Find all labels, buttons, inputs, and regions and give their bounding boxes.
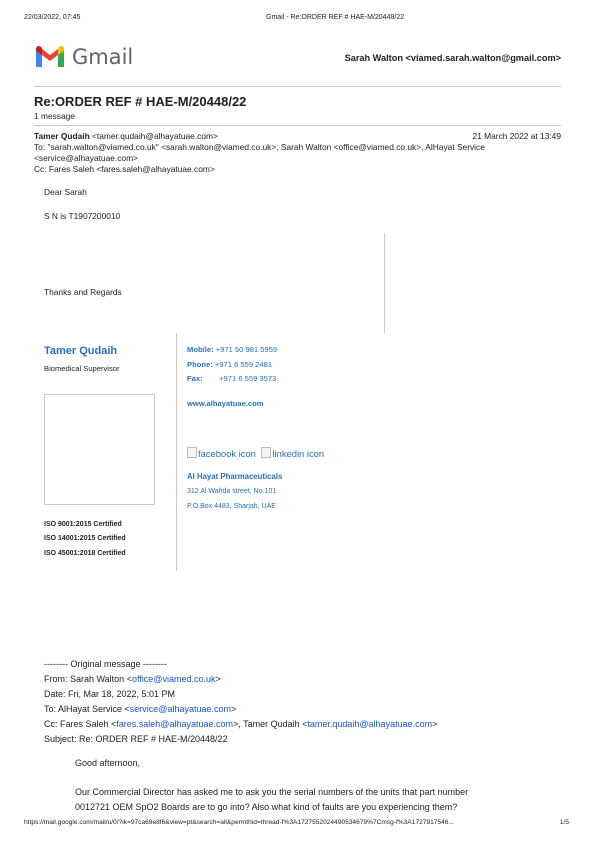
cert-3: ISO 45001:2018 Certified: [44, 550, 126, 557]
original-body-line-2: 0012721 OEM SpO2 Boards are to go into? Also what kind of faults are you experiencing them?: [75, 802, 458, 812]
signature-photo: [44, 394, 155, 505]
original-cc-prefix: Cc: Fares Saleh <: [44, 719, 117, 729]
to-line-2: <service@alhayatuae.com>: [34, 153, 138, 163]
phone-row: [187, 360, 272, 369]
sender: [34, 131, 218, 141]
original-to-prefix: To: AlHayat Service <: [44, 704, 130, 714]
phone-label: Phone:: [187, 360, 213, 369]
regards: Thanks and Regards: [44, 287, 122, 297]
original-divider: -------- Original message --------: [44, 659, 167, 669]
to-line-1: To: "sarah.walton@viamed.co.uk" <sarah.walton@viamed.co.uk>, Sarah Walton <office@viamed.co.uk>, AlHayat Service: [34, 142, 485, 152]
facebook-icon: [187, 447, 197, 458]
linkedin-icon: [261, 447, 271, 458]
facebook-alt: facebook icon: [198, 448, 256, 459]
print-datetime: 22/03/2022, 07:45: [24, 14, 81, 21]
header-divider: [34, 86, 561, 87]
sender-name: Tamer Qudaih: [34, 131, 90, 141]
message-date: 21 March 2022 at 13:49: [472, 131, 561, 141]
fax-number[interactable]: +971 6 559 3573: [219, 374, 277, 383]
print-url: https://mail.google.com/mail/u/0/?ik=97ca69e8f6&view=pt&search=all&permthid=thread-f%3A1727552024490534679%7Cmsg-f%3A1727917546...: [24, 819, 454, 826]
facebook-link[interactable]: [187, 448, 256, 459]
website-link[interactable]: www.alhayatuae.com: [187, 399, 264, 408]
phone-number[interactable]: +971 6 559 2481: [214, 360, 273, 369]
address-line-2: P.O.Box 4483, Sharjah, UAE: [187, 503, 276, 510]
body-divider: [384, 233, 385, 333]
original-to: [44, 704, 236, 715]
original-subject: Subject: Re: ORDER REF # HAE-M/20448/22: [44, 734, 228, 744]
original-cc: [44, 719, 437, 730]
original-to-email[interactable]: service@alhayatuae.com: [129, 704, 231, 714]
original-from: [44, 674, 221, 685]
message-count: 1 message: [34, 111, 75, 121]
thread-subject: Re:ORDER REF # HAE-M/20448/22: [34, 94, 247, 109]
linkedin-alt: linkedin icon: [272, 448, 325, 459]
cert-2: ISO 14001:2015 Certified: [44, 535, 126, 542]
signature-divider: [176, 333, 177, 571]
cc-line: Cc: Fares Saleh <fares.saleh@alhayatuae.com>: [34, 164, 215, 174]
print-title: Gmail - Re:ORDER REF # HAE-M/20448/22: [266, 14, 405, 21]
mobile-label: Mobile:: [187, 345, 214, 354]
subject-divider: [34, 125, 561, 126]
social-icons: [187, 447, 324, 459]
original-from-email[interactable]: office@viamed.co.uk: [131, 674, 216, 684]
original-cc-email-2[interactable]: tamer.qudaih@alhayatuae.com: [307, 719, 433, 729]
fax-label: Fax:: [187, 374, 203, 383]
company-name: Al Hayat Pharmaceuticals: [187, 472, 283, 481]
sender-email: <tamer.qudaih@alhayatuae.com>: [92, 131, 218, 141]
signature-role: Biomedical Supervisor: [44, 364, 120, 373]
gmail-m-icon: [34, 45, 66, 69]
fax-row: [187, 374, 276, 383]
linkedin-link[interactable]: [261, 448, 324, 459]
mobile-number[interactable]: +971 50 981 5959: [215, 345, 278, 354]
original-from-suffix: >: [215, 674, 221, 684]
address-line-1: 312 Al Wahda street, No.101: [187, 488, 277, 495]
account-label: Sarah Walton <viamed.sarah.walton@gmail.com>: [344, 53, 561, 63]
original-cc-email-1[interactable]: fares.saleh@alhayatuae.com: [116, 719, 233, 729]
original-to-suffix: >: [230, 704, 237, 714]
original-cc-suffix: >: [432, 719, 438, 729]
gmail-wordmark: Gmail: [72, 45, 134, 69]
serial-number: S N is T1907200010: [44, 211, 121, 221]
original-cc-mid: >, Tamer Qudaih <: [232, 719, 308, 729]
mobile-row: [187, 345, 277, 354]
original-body-line-1: Our Commercial Director has asked me to ask you the serial numbers of the units that part number: [75, 787, 469, 797]
print-page-number: 1/5: [559, 819, 569, 826]
original-from-prefix: From: Sarah Walton <: [44, 674, 132, 684]
greeting: Dear Sarah: [44, 187, 87, 197]
original-greeting: Good afternoon,: [75, 758, 141, 768]
original-date: Date: Fri, Mar 18, 2022, 5:01 PM: [44, 689, 176, 699]
cert-1: ISO 9001:2015 Certified: [44, 521, 122, 528]
signature-name: Tamer Qudaih: [44, 345, 118, 357]
